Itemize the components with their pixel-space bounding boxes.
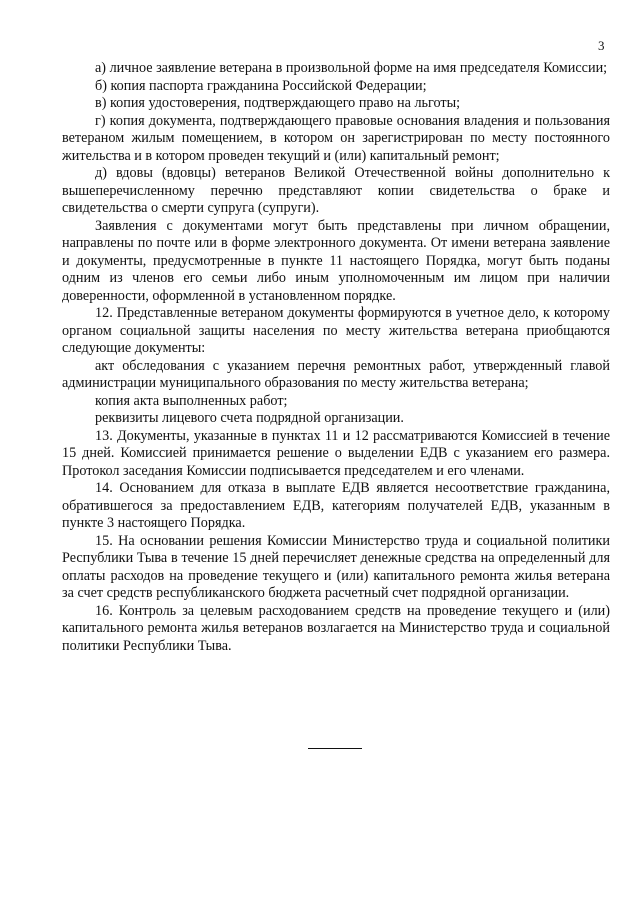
list-item-a: а) личное заявление ветерана в произвольной форме на имя председателя Комиссии; [95, 60, 608, 76]
paragraph-13: 13. Документы, указанные в пунктах 11 и 12 рассматриваются Комиссией в течение 15 дней. Комиссией принимается решение о выделении ЕДВ с указанием его размера. Протокол заседания Комиссии подписывается председателем и его членами. [62, 427, 610, 479]
list-item-d: д) вдовы (вдовцы) ветеранов Великой Отечественной войны дополнительно к вышеперечисленному перечню представляют копии свидетельства о браке и свидетельства о смерти супруга (супруги). [62, 165, 610, 216]
list-item-g: г) копия документа, подтверждающего правовые основания владения и пользования ветераном жилым помещением, в котором он зарегистрирован по месту постоянного жительства и в котором проведен текущий и (или) капитальный ремонт; [62, 112, 610, 164]
paragraph-16: 16. Контроль за целевым расходованием средств на проведение текущего и (или) капитального ремонта жилья ветеранов возлагается на Министерство труда и социальной политики Республики Тыва. [62, 602, 610, 654]
document-item-work-act: копия акта выполненных работ; [95, 392, 288, 409]
page-number: 3 [598, 38, 605, 53]
paragraph-12: 12. Представленные ветераном документы формируются в учетное дело, к которому органом социальной защиты населения по месту жительства ветерана приобщаются следующие документы: [62, 305, 610, 356]
document-body [62, 60, 610, 655]
list-item-v: в) копия удостоверения, подтверждающего право на льготы; [95, 95, 461, 111]
paragraph-submission: Заявления с документами могут быть представлены при личном обращении, направлены по почте или в форме электронного документа. От имени ветерана заявление и документы, предусмотренные в пункте 11 настоящего Порядка, могут быть поданы одним из членов его семьи либо иным уполномоченным им лицом при наличии доверенности, оформленной в установленном порядке. [62, 217, 610, 304]
paragraph-14: 14. Основанием для отказа в выплате ЕДВ является несоответствие гражданина, обратившегося за предоставлением ЕДВ, категориям получателей ЕДВ, указанным в пункте 3 настоящего Порядка. [62, 480, 610, 531]
document-item-account-details: реквизиты лицевого счета подрядной организации. [95, 410, 404, 426]
list-item-b: б) копия паспорта гражданина Российской Федерации; [95, 77, 427, 94]
paragraph-15: 15. На основании решения Комиссии Министерство труда и социальной политики Республики Тыва в течение 15 дней перечисляет денежные средства на определенный для оплаты расходов на проведение текущего и (или) капитального ремонта жилья ветерана за счет средств республиканского бюджета расчетный счет подрядной организации. [62, 532, 610, 601]
end-separator-line [308, 748, 362, 749]
document-item-inspection-act: акт обследования с указанием перечня ремонтных работ, утвержденный главой администрации муниципального образования по месту жительства ветерана; [62, 357, 610, 391]
